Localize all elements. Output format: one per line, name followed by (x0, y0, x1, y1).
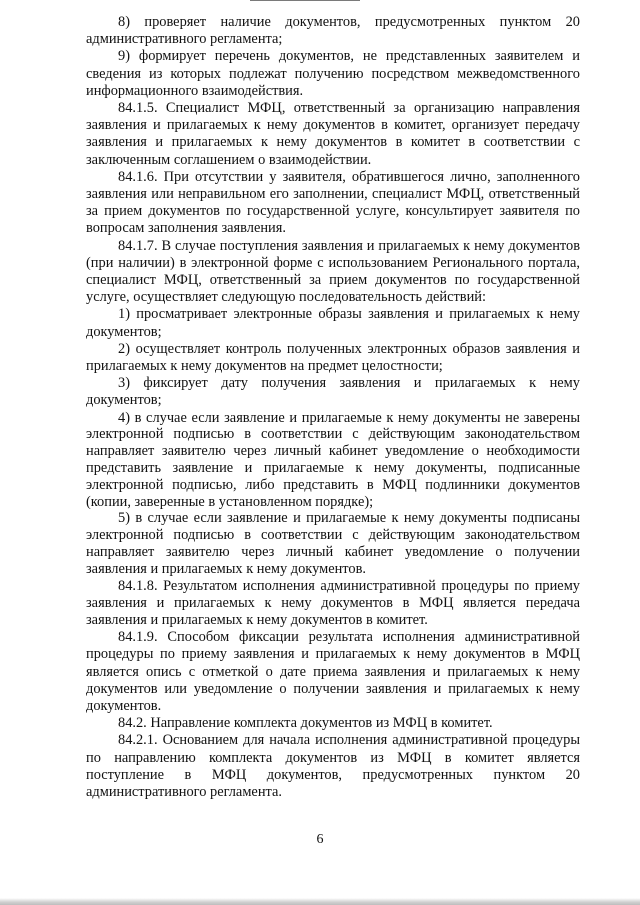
paragraph-item-9: 9) формирует перечень документов, не представленных заявителем и сведения из которых подлежат получению посредством межведомственного информационного взаимодействия. (86, 48, 580, 99)
paragraph-list-1: 1) просматривает электронные образы заявления и прилагаемых к нему документов; (86, 306, 580, 340)
paragraph-item-8: 8) проверяет наличие документов, предусмотренных пунктом 20 административного регламента; (86, 14, 580, 48)
paragraph-84-1-7: 84.1.7. В случае поступления заявления и прилагаемых к нему документов (при наличии) в электронной форме с использованием Регионального портала, специалист МФЦ, ответственный за прием документов по государственной услуге, осуществляет следующую последовательность действий: (86, 237, 580, 306)
paragraph-list-2: 2) осуществляет контроль полученных электронных образов заявления и прилагаемых к нему документов на предмет целостности; (86, 340, 580, 375)
paragraph-84-1-8: 84.1.8. Результатом исполнения административной процедуры по приему заявления и прилагаемых к нему документов в МФЦ является передача заявления и прилагаемых к нему документов в комитет. (86, 577, 580, 629)
document-body (86, 14, 580, 801)
top-divider (250, 0, 360, 1)
paragraph-84-2: 84.2. Направление комплекта документов из МФЦ в комитет. (118, 715, 493, 732)
paragraph-list-5: 5) в случае если заявление и прилагаемые к нему документы подписаны электронной подписью в соответствии с действующим законодательством направляет заявителю через личный кабинет уведомление о получении заявления и прилагаемых к нему документов. (86, 510, 580, 577)
paragraph-84-1-9: 84.1.9. Способом фиксации результата исполнения административной процедуры по приему заявления и прилагаемых к нему документов в МФЦ является опись с отметкой о дате приема заявления и прилагаемых к нему документов или уведомление о получении заявления и прилагаемых к нему документов. (86, 629, 580, 715)
page-number: 6 (316, 832, 324, 847)
paragraph-list-4: 4) в случае если заявление и прилагаемые к нему документы не заверены электронной подписью в соответствии с действующим законодательством направляет заявителю через личный кабинет уведомление о необходимости представить заявление и прилагаемые к нему документы, подписанные электронной подписью, либо представить в МФЦ подлинники документов (копии, заверенные в установленном порядке); (86, 409, 580, 510)
paragraph-84-2-1: 84.2.1. Основанием для начала исполнения административной процедуры по направлению комплекта документов из МФЦ в комитет является поступление в МФЦ документов, предусмотренных пунктом 20 административного регламента. (86, 732, 580, 801)
paragraph-84-1-6: 84.1.6. При отсутствии у заявителя, обратившегося лично, заполненного заявления или неправильном его заполнении, специалист МФЦ, ответственный за прием документов по государственной услуге, консультирует заявителя по вопросам заполнения заявления. (86, 168, 580, 237)
scan-edge-shadow (0, 898, 640, 905)
paragraph-list-3: 3) фиксирует дату получения заявления и прилагаемых к нему документов; (86, 375, 580, 409)
paragraph-84-1-5: 84.1.5. Специалист МФЦ, ответственный за организацию направления заявления и прилагаемых к нему документов в комитет, организует передачу заявления и прилагаемых к нему документов в комитет в соответствии с заключенным соглашением о взаимодействии. (86, 100, 580, 168)
